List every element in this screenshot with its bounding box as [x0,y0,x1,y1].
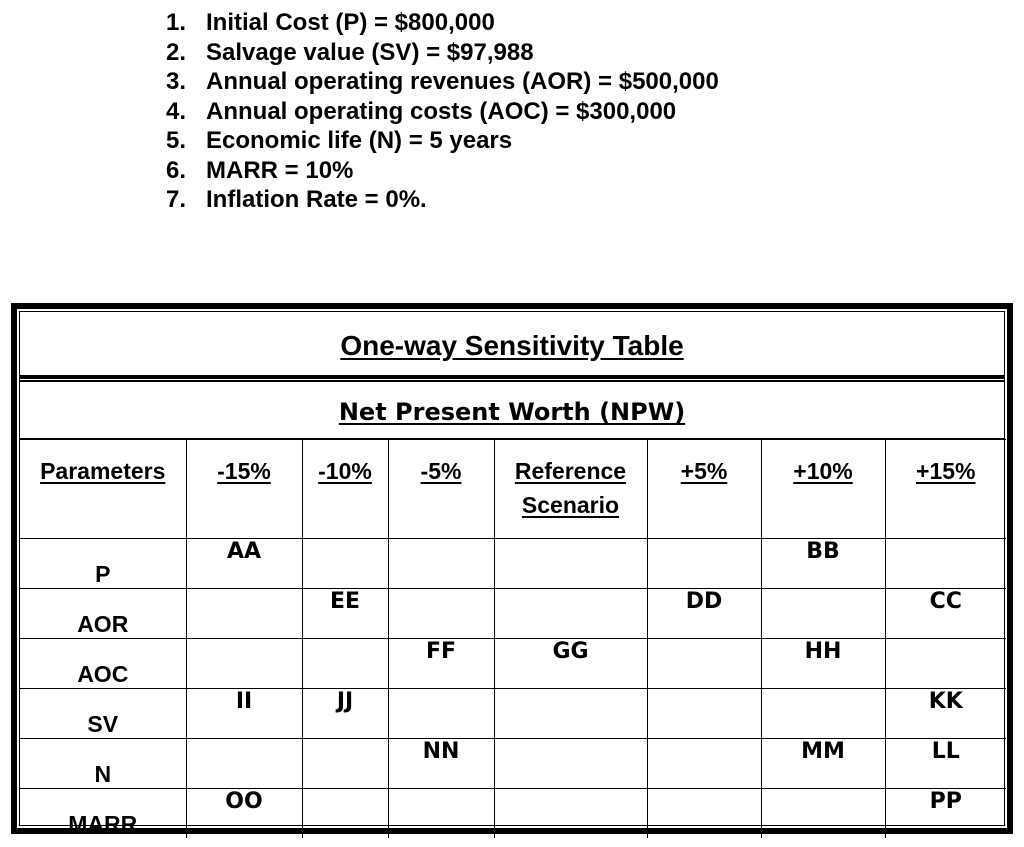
table-cell [494,789,647,839]
parameter-item [166,185,719,215]
table-row [20,639,1006,689]
table-row [20,539,1006,589]
sensitivity-table-frame [11,303,1013,837]
table-cell: AA [186,539,302,589]
table-cell: BB [761,539,885,589]
table-cell [647,689,761,739]
table-cell [388,539,494,589]
item-number: 6. [166,156,187,184]
table-row [20,789,1006,839]
table-cell [388,689,494,739]
table-cell: NN [388,739,494,789]
row-parameter: SV [20,689,186,739]
row-parameter: N [20,739,186,789]
column-header: +10% [761,440,885,539]
header-row [20,440,1006,539]
column-header: -15% [186,440,302,539]
table-cell: MM [761,739,885,789]
title-box [20,312,1004,379]
table-cell: LL [885,739,1006,789]
table-cell [647,539,761,589]
item-number: 2. [166,38,187,66]
table-cell [388,789,494,839]
sensitivity-table-inner [19,311,1005,837]
subtitle-box [20,382,1004,439]
table-cell [761,589,885,639]
table-cell [647,639,761,689]
table-cell: OO [186,789,302,839]
column-header: -10% [302,440,388,539]
item-text: Salvage value (SV) = $97,988 [206,38,534,66]
table-subtitle: Net Present Worth (NPW) [338,398,686,426]
item-text: Annual operating costs (AOC) = $300,000 [206,97,677,125]
table-cell: PP [885,789,1006,839]
sensitivity-grid [20,439,1006,838]
row-parameter: AOC [20,639,186,689]
item-text: Inflation Rate = 0%. [206,186,427,213]
table-cell: HH [761,639,885,689]
table-cell: EE [302,589,388,639]
table-cell: FF [388,639,494,689]
column-header: +15% [885,440,1006,539]
table-cell: DD [647,589,761,639]
parameter-item [166,67,719,97]
row-parameter: P [20,539,186,589]
table-cell: KK [885,689,1006,739]
parameter-item [166,8,719,38]
table-title: One-way Sensitivity Table [340,329,684,361]
item-number: 1. [166,9,187,36]
table-cell [302,639,388,689]
table-cell [494,539,647,589]
item-number: 7. [166,186,187,213]
row-parameter: MARR [20,789,186,839]
table-cell [494,689,647,739]
table-row [20,739,1006,789]
table-row [20,589,1006,639]
item-number: 4. [166,97,187,125]
table-cell: II [186,689,302,739]
table-cell [647,789,761,839]
row-parameter: AOR [20,589,186,639]
parameter-item [166,156,719,186]
table-cell [761,689,885,739]
table-row [20,689,1006,739]
table-cell [388,589,494,639]
table-cell [647,739,761,789]
parameter-list [166,8,719,215]
table-cell [494,739,647,789]
item-number: 3. [166,68,187,95]
column-header: Reference Scenario [494,440,647,539]
table-cell [885,639,1006,689]
column-header: -5% [388,440,494,539]
table-cell [761,789,885,839]
parameter-item [166,126,719,156]
item-text: Initial Cost (P) = $800,000 [206,9,495,36]
table-cell [186,589,302,639]
item-number: 5. [166,127,187,154]
table-cell [302,739,388,789]
table-cell [885,539,1006,589]
table-cell [494,589,647,639]
parameter-item [166,38,719,68]
table-cell [302,539,388,589]
column-header: +5% [647,440,761,539]
item-text: Annual operating revenues (AOR) = $500,000 [206,68,719,95]
table-cell [302,789,388,839]
item-text: Economic life (N) = 5 years [206,127,513,154]
table-cell: CC [885,589,1006,639]
table-cell: JJ [302,689,388,739]
column-header: Parameters [20,440,186,539]
table-cell: GG [494,639,647,689]
item-text: MARR = 10% [206,156,354,184]
parameter-item [166,97,719,127]
table-cell [186,639,302,689]
table-cell [186,739,302,789]
